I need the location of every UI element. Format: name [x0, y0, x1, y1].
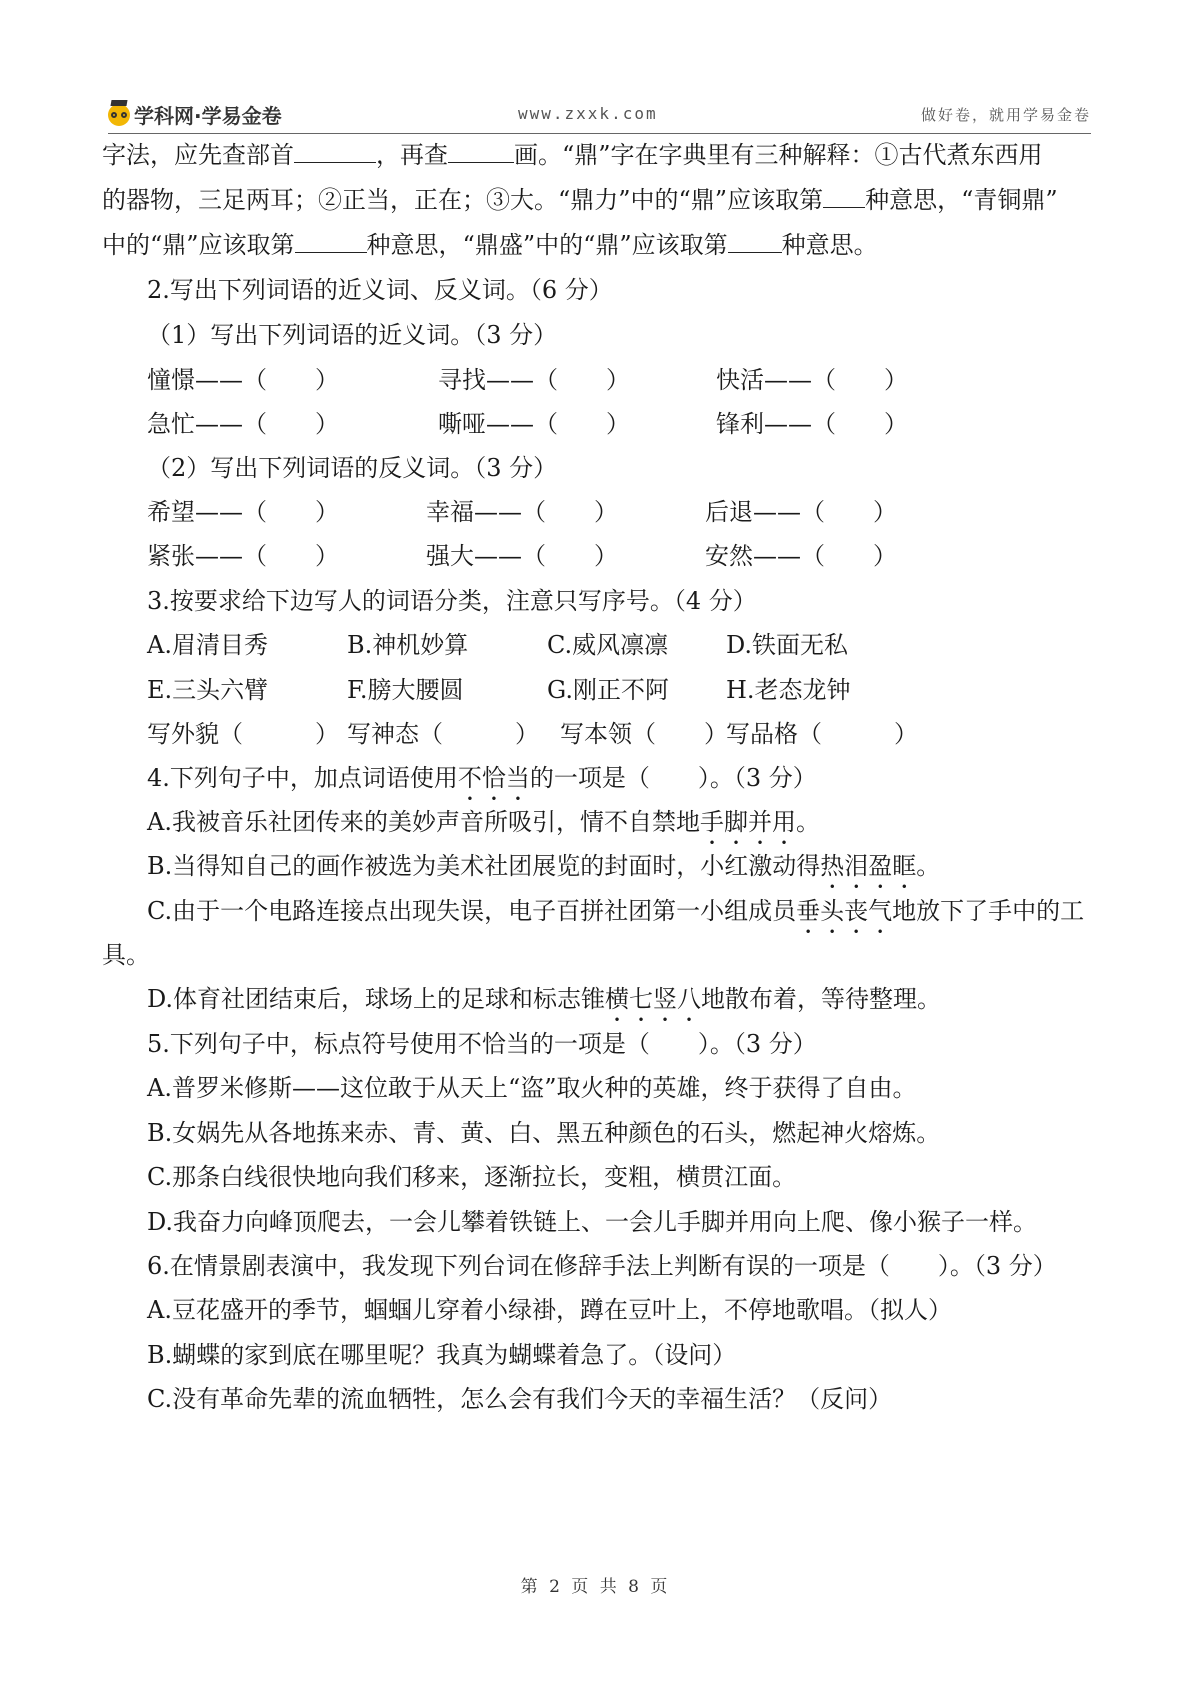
- brand: [108, 100, 282, 129]
- q6-option-b: B.蝴蝶的家到底在哪里呢？我真为蝴蝶着急了。（设问）: [147, 1341, 737, 1369]
- page-header: [108, 98, 1091, 132]
- q4-option-c: C.由于一个电路连接点出现失误，电子百拼社团第一小组成员垂头丧气地放下了手中的工: [147, 897, 1085, 925]
- q5-option-c: C.那条白线很快地向我们移来，逐渐拉长，变粗，横贯江面。: [147, 1163, 797, 1191]
- q2-sub1: （1）写出下列词语的近义词。（3 分）: [147, 321, 558, 349]
- q1-line-1: 字法，应先查部首 ，再查 画。“鼎”字在字典里有三种解释：①古代煮东西用: [102, 141, 1043, 169]
- q3-category: 写品格（ ）: [726, 720, 918, 748]
- q3-option: F.膀大腰圆: [347, 676, 464, 704]
- q4-title: 4.下列句子中，加点词语使用不恰当的一项是（ ）。（3 分）: [147, 764, 817, 792]
- site-url: www.zxxk.com: [518, 104, 658, 123]
- q3-category: 写外貌（ ）: [147, 720, 339, 748]
- q3-option: B.神机妙算: [347, 631, 469, 659]
- header-divider: [108, 133, 1091, 134]
- header-slogan: 做好卷，就用学易金卷: [920, 106, 1091, 124]
- page-number: 第 2 页 共 8 页: [520, 1577, 671, 1597]
- q5-option-b: B.女娲先从各地拣来赤、青、黄、白、黑五种颜色的石头，燃起神火熔炼。: [147, 1119, 941, 1147]
- syn-item: 嘶哑——（ ）: [438, 410, 630, 438]
- q2-sub2: （2）写出下列词语的反义词。（3 分）: [147, 454, 558, 482]
- q6-title: 6.在情景剧表演中，我发现下列台词在修辞手法上判断有误的一项是（ ）。（3 分）: [147, 1252, 1057, 1280]
- q4-option-b: B.当得知自己的画作被选为美术社团展览的封面时，小红激动得热泪盈眶。: [147, 852, 941, 880]
- q6-option-a: A.豆花盛开的季节，蝈蝈儿穿着小绿褂，蹲在豆叶上，不停地歌唱。（拟人）: [147, 1296, 952, 1324]
- q5-option-a: A.普罗米修斯——这位敢于从天上“盗”取火种的英雄，终于获得了自由。: [147, 1074, 917, 1102]
- q3-option: H.老态龙钟: [726, 676, 851, 704]
- ant-item: 希望——（ ）: [147, 498, 339, 526]
- logo-icon: [108, 104, 130, 126]
- q4-option-d: D.体育社团结束后，球场上的足球和标志锥横七竖八地散布着，等待整理。: [147, 985, 942, 1013]
- q2-title: 2.写出下列词语的近义词、反义词。（6 分）: [147, 276, 613, 304]
- q3-category: 写神态（ ）: [347, 720, 539, 748]
- syn-item: 锋利——（ ）: [716, 410, 908, 438]
- q3-option: D.铁面无私: [726, 631, 849, 659]
- ant-item: 幸福——（ ）: [426, 498, 618, 526]
- syn-item: 憧憬——（ ）: [147, 366, 339, 394]
- ant-item: 紧张——（ ）: [147, 542, 339, 570]
- q6-option-c: C.没有革命先辈的流血牺牲，怎么会有我们今天的幸福生活？（反问）: [147, 1385, 893, 1413]
- q5-title: 5.下列句子中，标点符号使用不恰当的一项是（ ）。（3 分）: [147, 1030, 817, 1058]
- q5-option-d: D.我奋力向峰顶爬去，一会儿攀着铁链上、一会儿手脚并用向上爬、像小猴子一样。: [147, 1208, 1038, 1236]
- syn-item: 寻找——（ ）: [438, 366, 630, 394]
- ant-item: 安然——（ ）: [705, 542, 897, 570]
- q4-option-a: A.我被音乐社团传来的美妙声音所吸引，情不自禁地手脚并用。: [147, 808, 820, 836]
- q1-line-3: 中的“鼎”应该取第 种意思，“鼎盛”中的“鼎”应该取第 种意思。: [102, 231, 878, 259]
- ant-item: 后退——（ ）: [705, 498, 897, 526]
- q4-option-c-cont: 具。: [102, 941, 150, 969]
- q3-option: C.威风凛凛: [547, 631, 669, 659]
- q1-line-2: 的器物，三足两耳；②正当，正在；③大。“鼎力”中的“鼎”应该取第 种意思，“青铜鼎”: [102, 186, 1058, 214]
- syn-item: 急忙——（ ）: [147, 410, 339, 438]
- q3-title: 3.按要求给下边写人的词语分类，注意只写序号。（4 分）: [147, 587, 757, 615]
- q3-option: E.三头六臂: [147, 676, 269, 704]
- q3-option: G.刚正不阿: [547, 676, 669, 704]
- ant-item: 强大——（ ）: [426, 542, 618, 570]
- q3-option: A.眉清目秀: [147, 631, 268, 659]
- brand-name: 学科网·学易金卷: [134, 104, 282, 128]
- q3-category: 写本领（ ）: [560, 720, 728, 748]
- syn-item: 快活——（ ）: [716, 366, 908, 394]
